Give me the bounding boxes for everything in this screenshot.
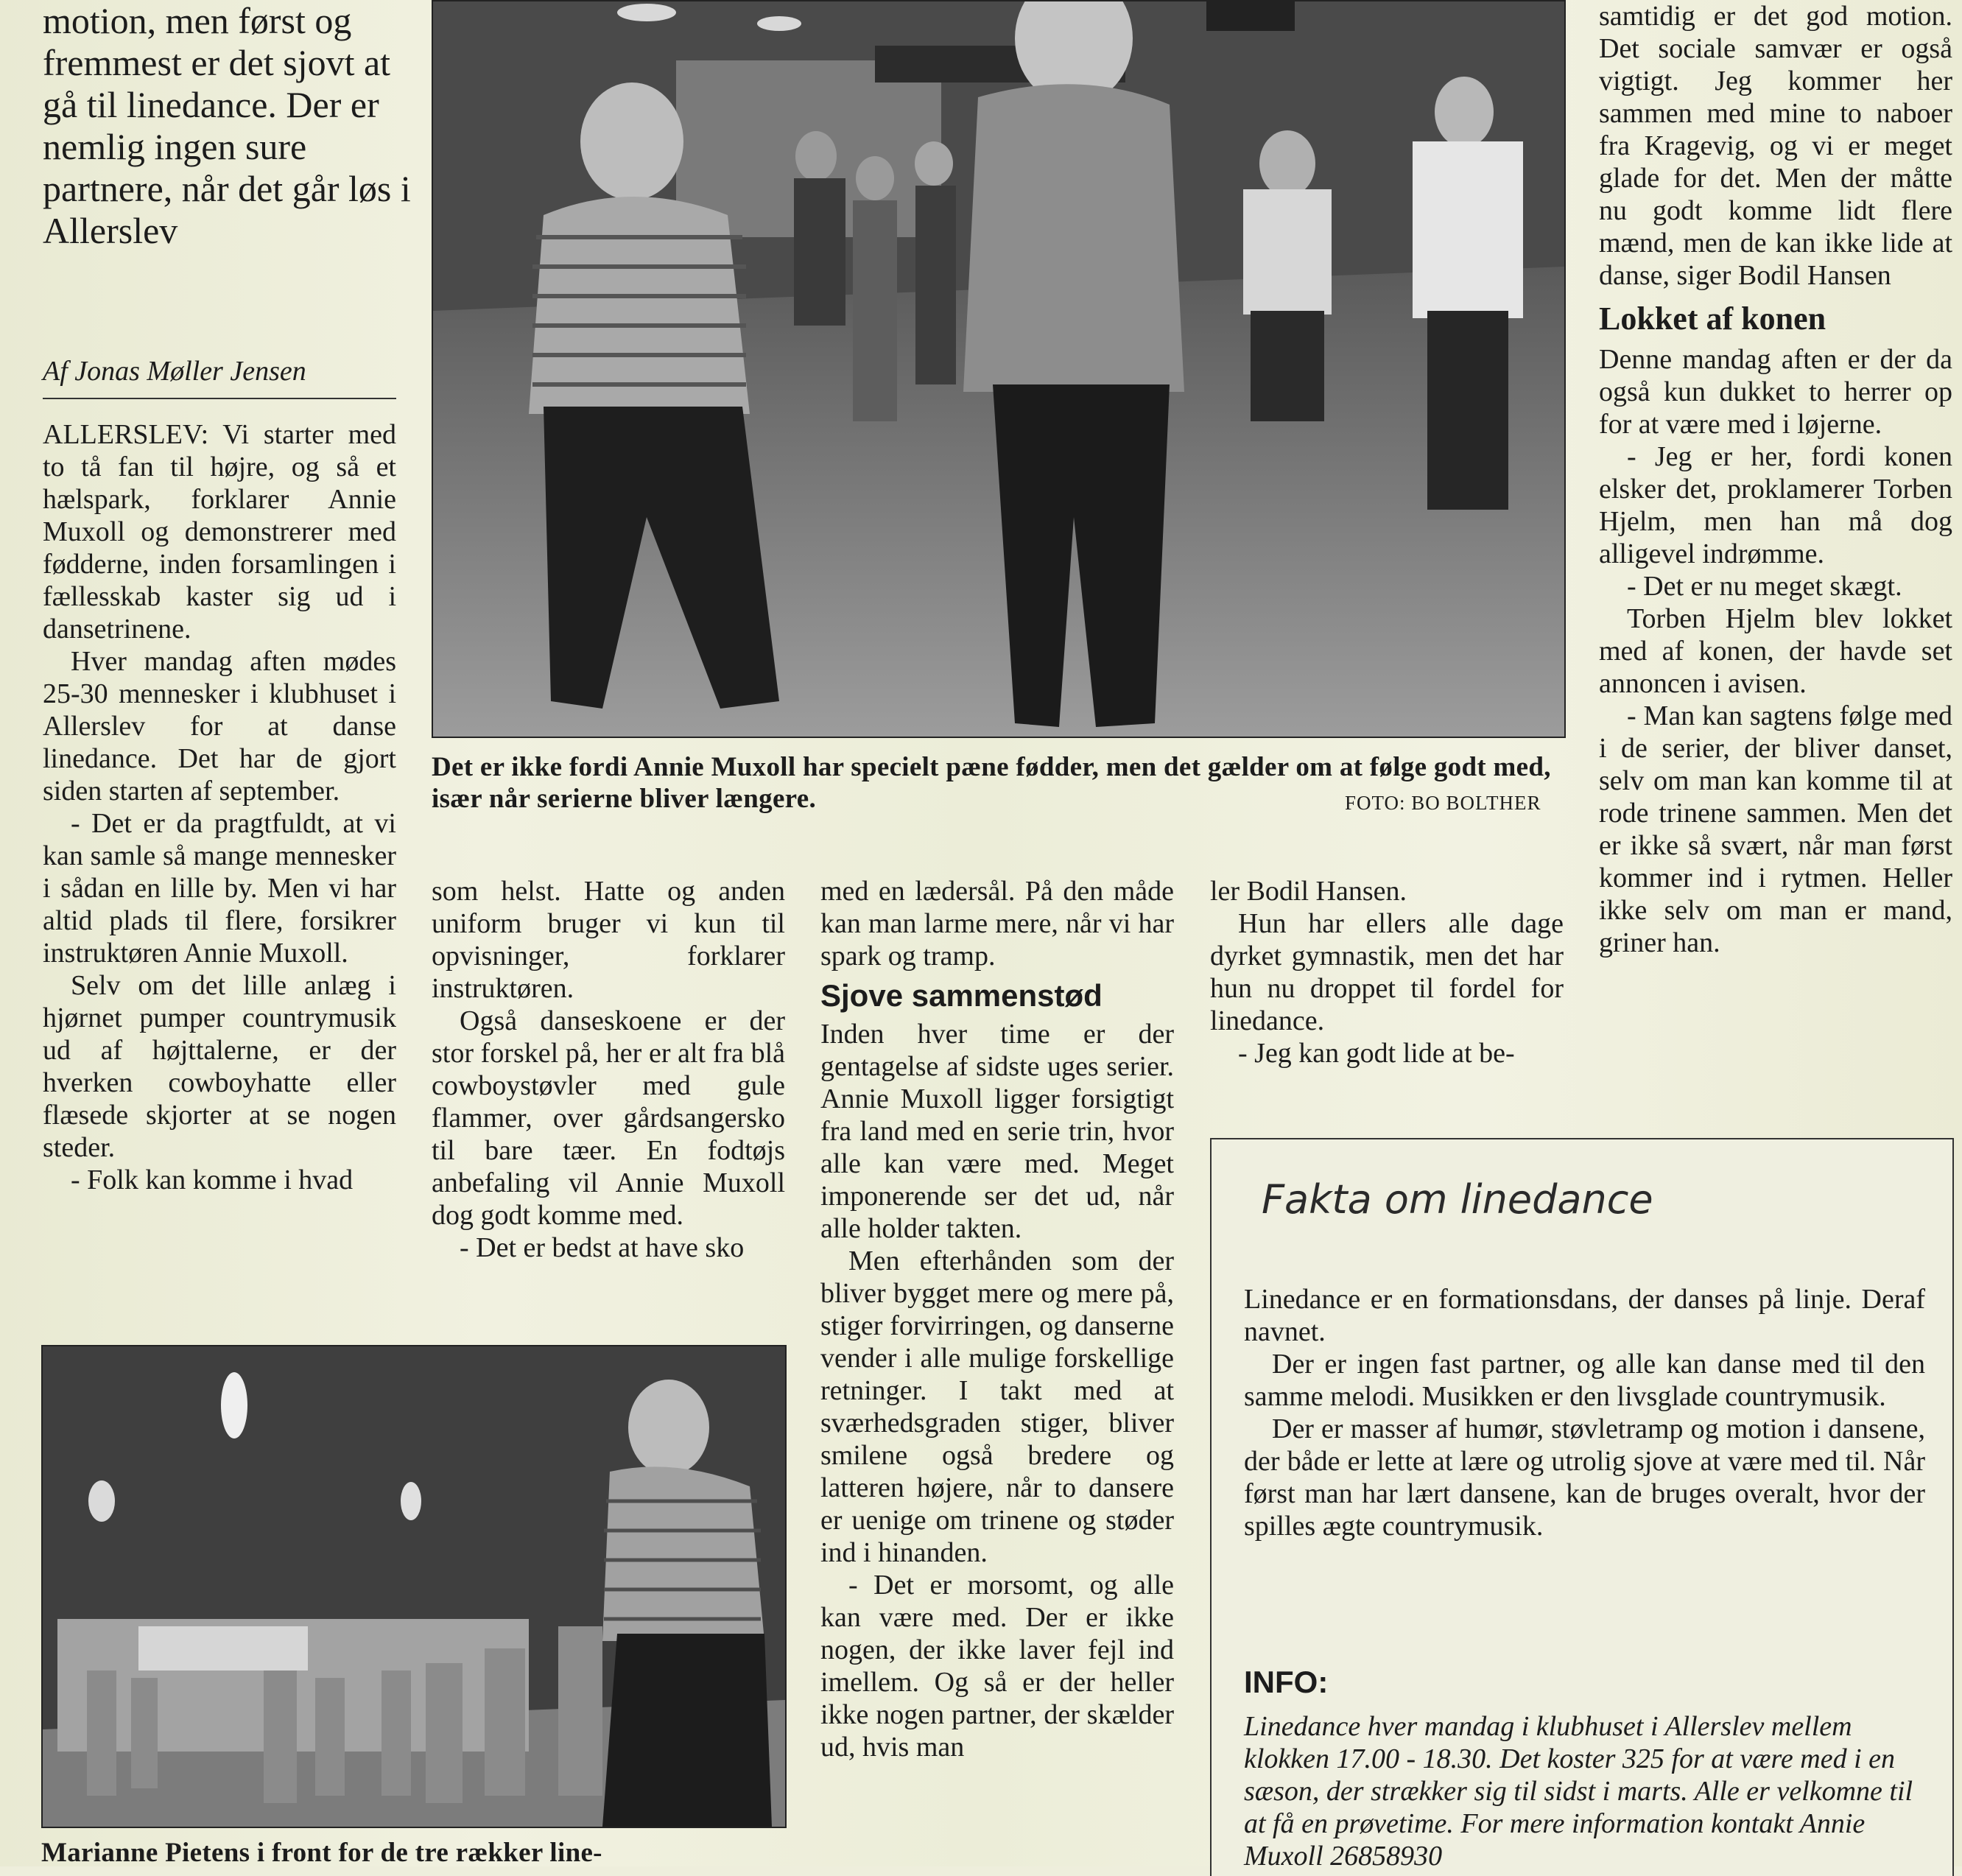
fact-box-title: Fakta om linedance bbox=[1262, 1176, 1653, 1223]
paragraph: Der er ingen fast partner, og alle kan danse med til den samme melodi. Musikken er den livsglade countrymusik. bbox=[1244, 1349, 1925, 1412]
paragraph: - Jeg er her, fordi konen elsker det, proklamerer Torben Hjelm, men han må dog alligevel indrømme. bbox=[1599, 441, 1952, 569]
fact-box-body bbox=[1244, 1283, 1925, 1542]
paragraph: - Jeg kan godt lide at be- bbox=[1238, 1038, 1515, 1069]
paragraph: ler Bodil Hansen. bbox=[1210, 876, 1407, 907]
photo-credit: FOTO: BO BOLTHER bbox=[1345, 792, 1541, 814]
paragraph: Selv om det lille anlæg i hjørnet pumper countrymusik ud af højttalerne, er der hverken cowboyhatte eller flæsede skjorter at se nogen steder. bbox=[43, 970, 396, 1163]
paragraph: - Man kan sagtens følge med i de serier, der bliver danset, selv om man kan komme til at rode trinene sammen. Men det er ikke så svært, når man først kommer ind i rytmen. Heller ikke selv om man er mand, griner han. bbox=[1599, 700, 1952, 958]
paragraph: som helst. Hatte og anden uniform bruger vi kun til opvisninger, forklarer instruktøren. bbox=[432, 876, 785, 1004]
paragraph: Inden hver time er der gentagelse af sidste uges serier. Annie Muxoll ligger forsigtigt fra land med en serie trin, hvor alle kan være med. Meget imponerende ser det ud, når alle holder takten. bbox=[820, 1019, 1174, 1244]
fact-box bbox=[1210, 1138, 1954, 1876]
paragraph: Linedance er en formationsdans, der danses på linje. Deraf navnet. bbox=[1244, 1284, 1925, 1347]
paragraph: samtidig er det god motion. Det sociale samvær er også vigtigt. Jeg kommer her sammen med mine to naboer fra Kragevig, og vi er meget glade for det. Men der måtte nu godt komme lidt flere mænd, men de kan ikke lide at danse, siger Bodil Hansen bbox=[1599, 1, 1952, 291]
article-column-3 bbox=[820, 875, 1174, 1763]
paragraph: med en lædersål. På den måde kan man larme mere, når vi har spark og tramp. bbox=[820, 876, 1174, 972]
info-text: Linedance hver mandag i klubhuset i Allerslev mellem klokken 17.00 - 18.30. Det koster 325 for at være med i en sæson, der strækker sig til sidst i marts. Alle er velkomne til at få en prøvetime. For mere information kontakt Annie Muxoll 26858930 bbox=[1244, 1711, 1913, 1872]
paragraph: - Det er nu meget skægt. bbox=[1627, 571, 1902, 602]
article-column-4 bbox=[1210, 875, 1564, 1069]
top-photo-caption: Det er ikke fordi Annie Muxoll har specielt pæne fødder, men det gælder om at følge godt med, især når serierne bliver længere. bbox=[432, 752, 1551, 814]
paragraph: - Folk kan komme i hvad bbox=[71, 1164, 354, 1195]
dancers-photo-image bbox=[433, 1, 1564, 737]
top-photo bbox=[432, 0, 1566, 738]
paragraph: - Det er morsomt, og alle kan være med. Der er ikke nogen, der ikke laver fejl ind imellem. Og så er der heller ikke nogen partner, der skælder ud, hvis man bbox=[820, 1570, 1174, 1763]
bottom-photo bbox=[41, 1345, 787, 1828]
bottom-photo-caption: Marianne Pietens i front for de tre rækker line- bbox=[41, 1838, 602, 1868]
article-column-5 bbox=[1599, 0, 1952, 959]
dance-hall-photo-image bbox=[43, 1346, 785, 1827]
subheading-sjove-sammenstod: Sjove sammenstød bbox=[820, 978, 1103, 1013]
kicker-text: motion, men først og fremmest er det sjovt at gå til linedance. Der er nemlig ingen sure partnere, når det går løs i Allerslev bbox=[43, 0, 411, 251]
paragraph: Der er masser af humør, støvletramp og motion i dansene, der både er lette at lære og utrolig sjove at være med til. Når først man har lært dansene, kan de bruges overalt, hvor der spilles ægte countrymusik. bbox=[1244, 1413, 1925, 1542]
article-column-1 bbox=[43, 418, 396, 1196]
article-column-2 bbox=[432, 875, 785, 1264]
subheading-lokket-af-konen: Lokket af konen bbox=[1599, 301, 1826, 337]
paragraph: Denne mandag aften er der da også kun dukket to herrer op for at være med i løjerne. bbox=[1599, 344, 1952, 440]
paragraph: - Det er da pragtfuldt, at vi kan samle så mange mennesker i sådan en lille by. Men vi har altid plads til flere, forsikrer instruktøren Annie Muxoll. bbox=[43, 808, 396, 969]
paragraph: Hver mandag aften mødes 25-30 mennesker i klubhuset i Allerslev for at danse linedance. Det har de gjort siden starten af september. bbox=[43, 646, 396, 807]
paragraph: Også danseskoene er der stor forskel på, her er alt fra blå cowboystøvler med gule flammer, over gårdsangersko til bare tæer. En fodtøjs anbefaling vil Annie Muxoll dog godt komme med. bbox=[432, 1005, 785, 1231]
paragraph: ALLERSLEV: Vi starter med to tå fan til højre, og så et hælspark, forklarer Annie Muxoll og demonstrerer med fødderne, inden forsamlingen i fællesskab kaster sig ud i dansetrinene. bbox=[43, 419, 396, 644]
paragraph: Men efterhånden som der bliver bygget mere og mere på, stiger forvirringen, og danserne vender i alle mulige forskellige retninger. I takt med at sværhedsgraden stiger, bliver smilene også bredere og latteren højere, når to dansere er uenige om trinene og støder ind i hinanden. bbox=[820, 1246, 1174, 1568]
paragraph: - Det er bedst at have sko bbox=[460, 1232, 745, 1263]
paragraph: Hun har ellers alle dage dyrket gymnastik, men det har hun nu droppet til fordel for linedance. bbox=[1210, 908, 1564, 1036]
byline: Af Jonas Møller Jensen bbox=[43, 355, 396, 399]
paragraph: Torben Hjelm blev lokket med af konen, der havde set annoncen i avisen. bbox=[1599, 603, 1952, 699]
info-heading: INFO: bbox=[1244, 1665, 1329, 1699]
